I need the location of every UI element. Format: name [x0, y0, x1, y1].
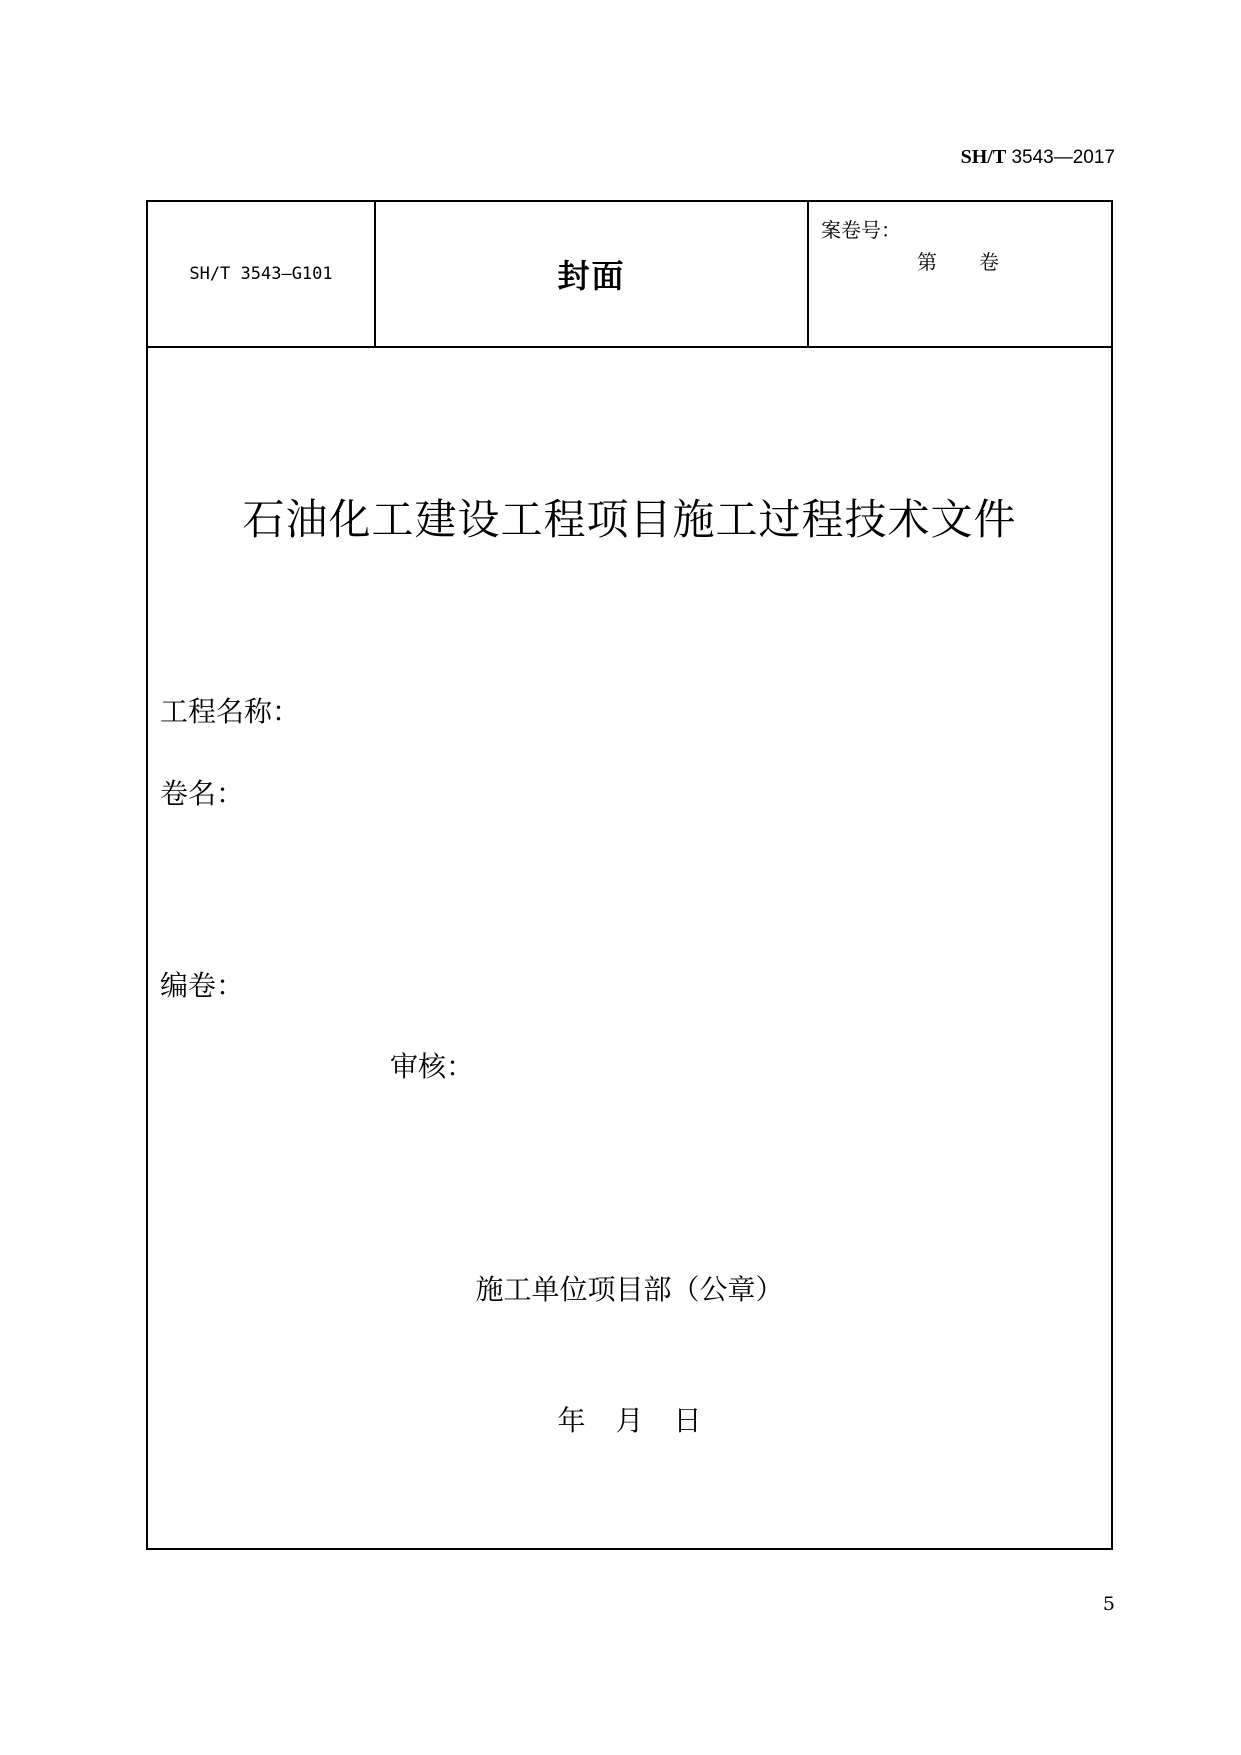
volume-prefix: 第 — [917, 250, 937, 274]
form-title-cell — [376, 202, 809, 346]
project-name-label: 工程名称： — [160, 695, 301, 728]
archive-number-cell — [809, 202, 1111, 346]
standard-header — [961, 146, 1115, 169]
reviewer-label: 审核： — [390, 1050, 475, 1083]
volume-number-line — [917, 246, 999, 275]
compiler-label: 编卷： — [160, 969, 245, 1002]
date-year: 年 — [557, 1404, 586, 1437]
page-number: 5 — [1102, 1593, 1115, 1615]
archive-number-label: 案卷号： — [821, 218, 901, 242]
form-code-cell — [148, 202, 376, 346]
date-line — [148, 1399, 1111, 1439]
form-title: 封面 — [557, 257, 626, 295]
construction-unit-seal-label: 施工单位项目部（公章） — [475, 1273, 784, 1306]
standard-number: 3543—2017 — [1006, 147, 1115, 168]
volume-suffix: 卷 — [979, 250, 999, 274]
form-code: SH/T 3543—G101 — [189, 264, 333, 284]
volume-name-label: 卷名： — [160, 777, 245, 810]
date-month: 月 — [615, 1404, 644, 1437]
date-day: 日 — [673, 1404, 702, 1437]
standard-prefix: SH/T — [960, 146, 1007, 168]
document-main-title: 石油化工建设工程项目施工过程技术文件 — [242, 495, 1017, 544]
cover-form — [146, 200, 1113, 1550]
form-header-row — [148, 202, 1111, 348]
